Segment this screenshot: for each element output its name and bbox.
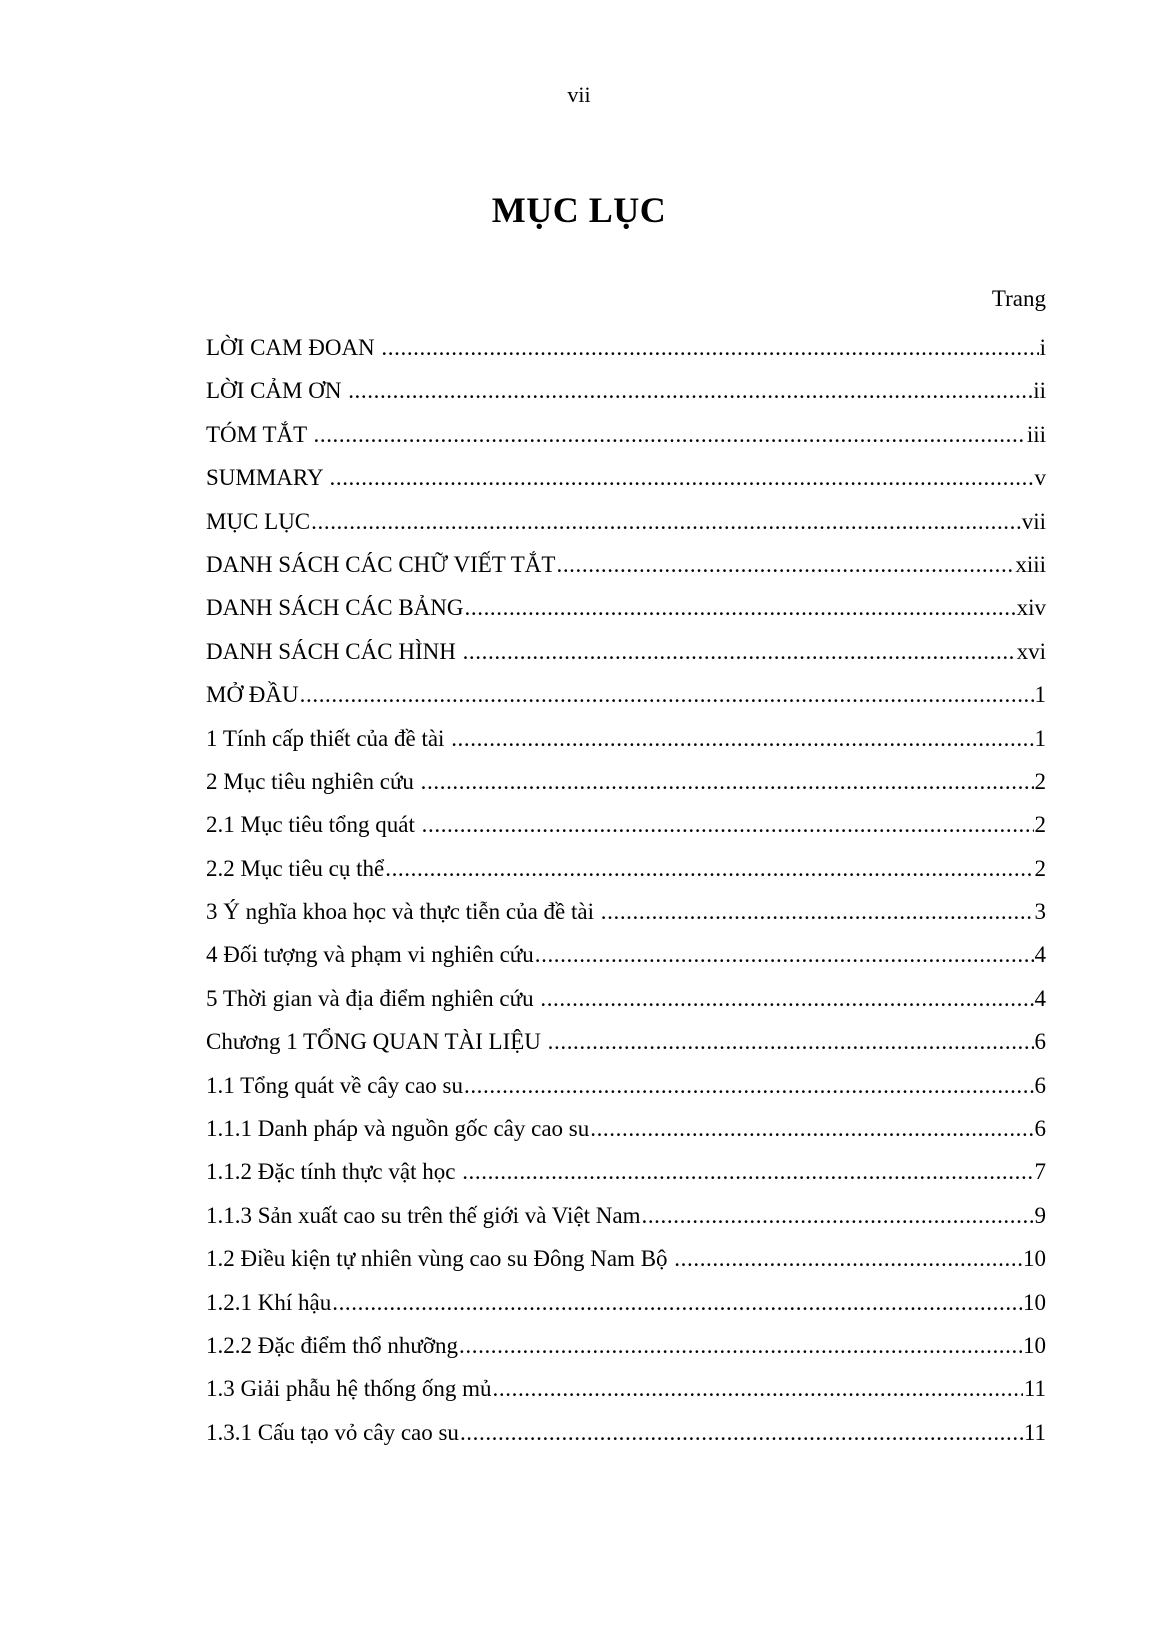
toc-entry-label: 1.2.2 Đặc điểm thổ nhưỡng [206, 1332, 459, 1358]
toc-entry-label: MỤC LỤC [206, 508, 311, 534]
toc-entry-label: MỞ ĐẦU [206, 682, 299, 708]
dot-leader [493, 1367, 1023, 1410]
toc-entry[interactable] [206, 1281, 1046, 1324]
toc-entry-page: 7 [1034, 1159, 1046, 1185]
toc-entry-label: 1.1 Tổng quát về cây cao su [206, 1072, 463, 1098]
toc-entry-page: 1 [1034, 682, 1046, 708]
toc-entry[interactable] [206, 326, 1046, 369]
toc-entry[interactable] [206, 1150, 1046, 1193]
page-title: MỤC LỤC [491, 190, 667, 230]
toc-entry[interactable] [206, 673, 1046, 716]
toc-entry-label: LỜI CẢM ƠN [206, 378, 348, 404]
toc-entry-label: 5 Thời gian và địa điểm nghiên cứu [206, 985, 540, 1011]
toc-entry-page: xiii [1015, 551, 1046, 577]
dot-leader [348, 369, 1032, 412]
dot-leader [421, 760, 1034, 803]
toc-entry-page: 10 [1023, 1246, 1046, 1272]
toc-entry-page: xvi [1016, 638, 1046, 664]
dot-leader [548, 1020, 1034, 1063]
toc-entry[interactable] [206, 630, 1046, 673]
toc-entry-label: DANH SÁCH CÁC BẢNG [206, 595, 464, 621]
dot-leader [463, 630, 1016, 673]
dot-leader [311, 500, 1021, 543]
toc-entry[interactable] [206, 1107, 1046, 1150]
page-number: vii [567, 82, 591, 107]
toc-entry-label: DANH SÁCH CÁC HÌNH [206, 638, 462, 664]
dot-leader [540, 977, 1033, 1020]
toc-entry[interactable] [206, 500, 1046, 543]
toc-entry-label: 3 Ý nghĩa khoa học và thực tiễn của đề tài [206, 899, 600, 925]
toc-entry-page: 2 [1034, 768, 1046, 794]
toc-entry[interactable] [206, 456, 1046, 499]
toc-entry-label: 2.2 Mục tiêu cụ thể [206, 855, 385, 881]
dot-leader [460, 1411, 1023, 1454]
dot-leader [381, 326, 1038, 369]
table-of-contents [206, 326, 1046, 1454]
dot-leader [590, 1107, 1033, 1150]
toc-entry-label: DANH SÁCH CÁC CHỮ VIẾT TẮT [206, 551, 556, 577]
toc-entry-page: 10 [1023, 1332, 1046, 1358]
toc-entry[interactable] [206, 977, 1046, 1020]
dot-leader [641, 1194, 1033, 1237]
toc-entry-label: LỜI CAM ĐOAN [206, 335, 381, 360]
toc-entry-page: i [1039, 335, 1046, 360]
toc-entry[interactable] [206, 1237, 1046, 1280]
toc-entry-label: 2 Mục tiêu nghiên cứu [206, 768, 420, 794]
toc-entry-page: 11 [1023, 1419, 1046, 1445]
toc-entry-page: iii [1026, 421, 1046, 447]
dot-leader [451, 717, 1033, 760]
toc-entry-label: 1.1.2 Đặc tính thực vật học [206, 1159, 462, 1185]
toc-entry-page: 10 [1023, 1289, 1046, 1315]
toc-entry-label: 1.1.1 Danh pháp và nguồn gốc cây cao su [206, 1116, 590, 1142]
toc-entry[interactable] [206, 803, 1046, 846]
toc-entry[interactable] [206, 1367, 1046, 1410]
toc-entry-label: Chương 1 TỔNG QUAN TÀI LIỆU [206, 1029, 547, 1055]
toc-entry-page: 3 [1034, 899, 1046, 925]
toc-entry-label: SUMMARY [206, 465, 329, 491]
dot-leader [674, 1237, 1022, 1280]
toc-entry[interactable] [206, 933, 1046, 976]
toc-entry-page: xiv [1016, 595, 1046, 621]
toc-entry[interactable] [206, 1324, 1046, 1367]
toc-entry-page: 6 [1034, 1072, 1046, 1098]
toc-entry-label: 1.1.3 Sản xuất cao su trên thế giới và Việt Nam [206, 1202, 641, 1228]
toc-entry[interactable] [206, 760, 1046, 803]
toc-entry[interactable] [206, 586, 1046, 629]
toc-entry-page: vii [1021, 508, 1046, 534]
toc-entry-label: 1 Tính cấp thiết của đề tài [206, 725, 451, 751]
toc-entry[interactable] [206, 543, 1046, 586]
dot-leader [465, 586, 1016, 629]
toc-entry[interactable] [206, 1064, 1046, 1107]
toc-entry-label: 1.3.1 Cấu tạo vỏ cây cao su [206, 1419, 459, 1445]
toc-entry-page: 9 [1034, 1202, 1046, 1228]
toc-entry[interactable] [206, 717, 1046, 760]
page-column-label: Trang [991, 286, 1046, 311]
dot-leader [464, 1064, 1034, 1107]
toc-entry[interactable] [206, 413, 1046, 456]
toc-entry-label: 1.2.1 Khí hậu [206, 1289, 332, 1315]
toc-entry[interactable] [206, 847, 1046, 890]
dot-leader [332, 1281, 1022, 1324]
toc-entry[interactable] [206, 1194, 1046, 1237]
dot-leader [314, 413, 1026, 456]
dot-leader [462, 1150, 1033, 1193]
toc-entry-label: 2.1 Mục tiêu tổng quát [206, 812, 421, 838]
toc-entry[interactable] [206, 890, 1046, 933]
toc-entry-label: 1.2 Điều kiện tự nhiên vùng cao su Đông Nam Bộ [206, 1246, 674, 1272]
toc-entry-label: TÓM TẮT [206, 421, 313, 447]
toc-entry-page: ii [1033, 378, 1046, 404]
toc-entry-page: 11 [1023, 1376, 1046, 1402]
toc-entry[interactable] [206, 1411, 1046, 1454]
toc-entry-page: 4 [1034, 942, 1046, 968]
dot-leader [422, 803, 1034, 846]
toc-entry[interactable] [206, 1020, 1046, 1063]
dot-leader [300, 673, 1034, 716]
dot-leader [385, 847, 1033, 890]
dot-leader [459, 1324, 1022, 1367]
toc-entry-label: 4 Đối tượng và phạm vi nghiên cứu [206, 942, 534, 968]
toc-entry-label: 1.3 Giải phẫu hệ thống ống mủ [206, 1376, 492, 1402]
toc-entry-page: v [1034, 465, 1046, 491]
toc-entry-page: 2 [1034, 812, 1046, 838]
toc-entry[interactable] [206, 369, 1046, 412]
toc-entry-page: 6 [1034, 1029, 1046, 1055]
dot-leader [556, 543, 1014, 586]
toc-entry-page: 1 [1034, 725, 1046, 751]
dot-leader [601, 890, 1034, 933]
toc-entry-page: 2 [1034, 855, 1046, 881]
toc-entry-page: 6 [1034, 1116, 1046, 1142]
dot-leader [330, 456, 1034, 499]
toc-entry-page: 4 [1034, 985, 1046, 1011]
dot-leader [535, 933, 1034, 976]
